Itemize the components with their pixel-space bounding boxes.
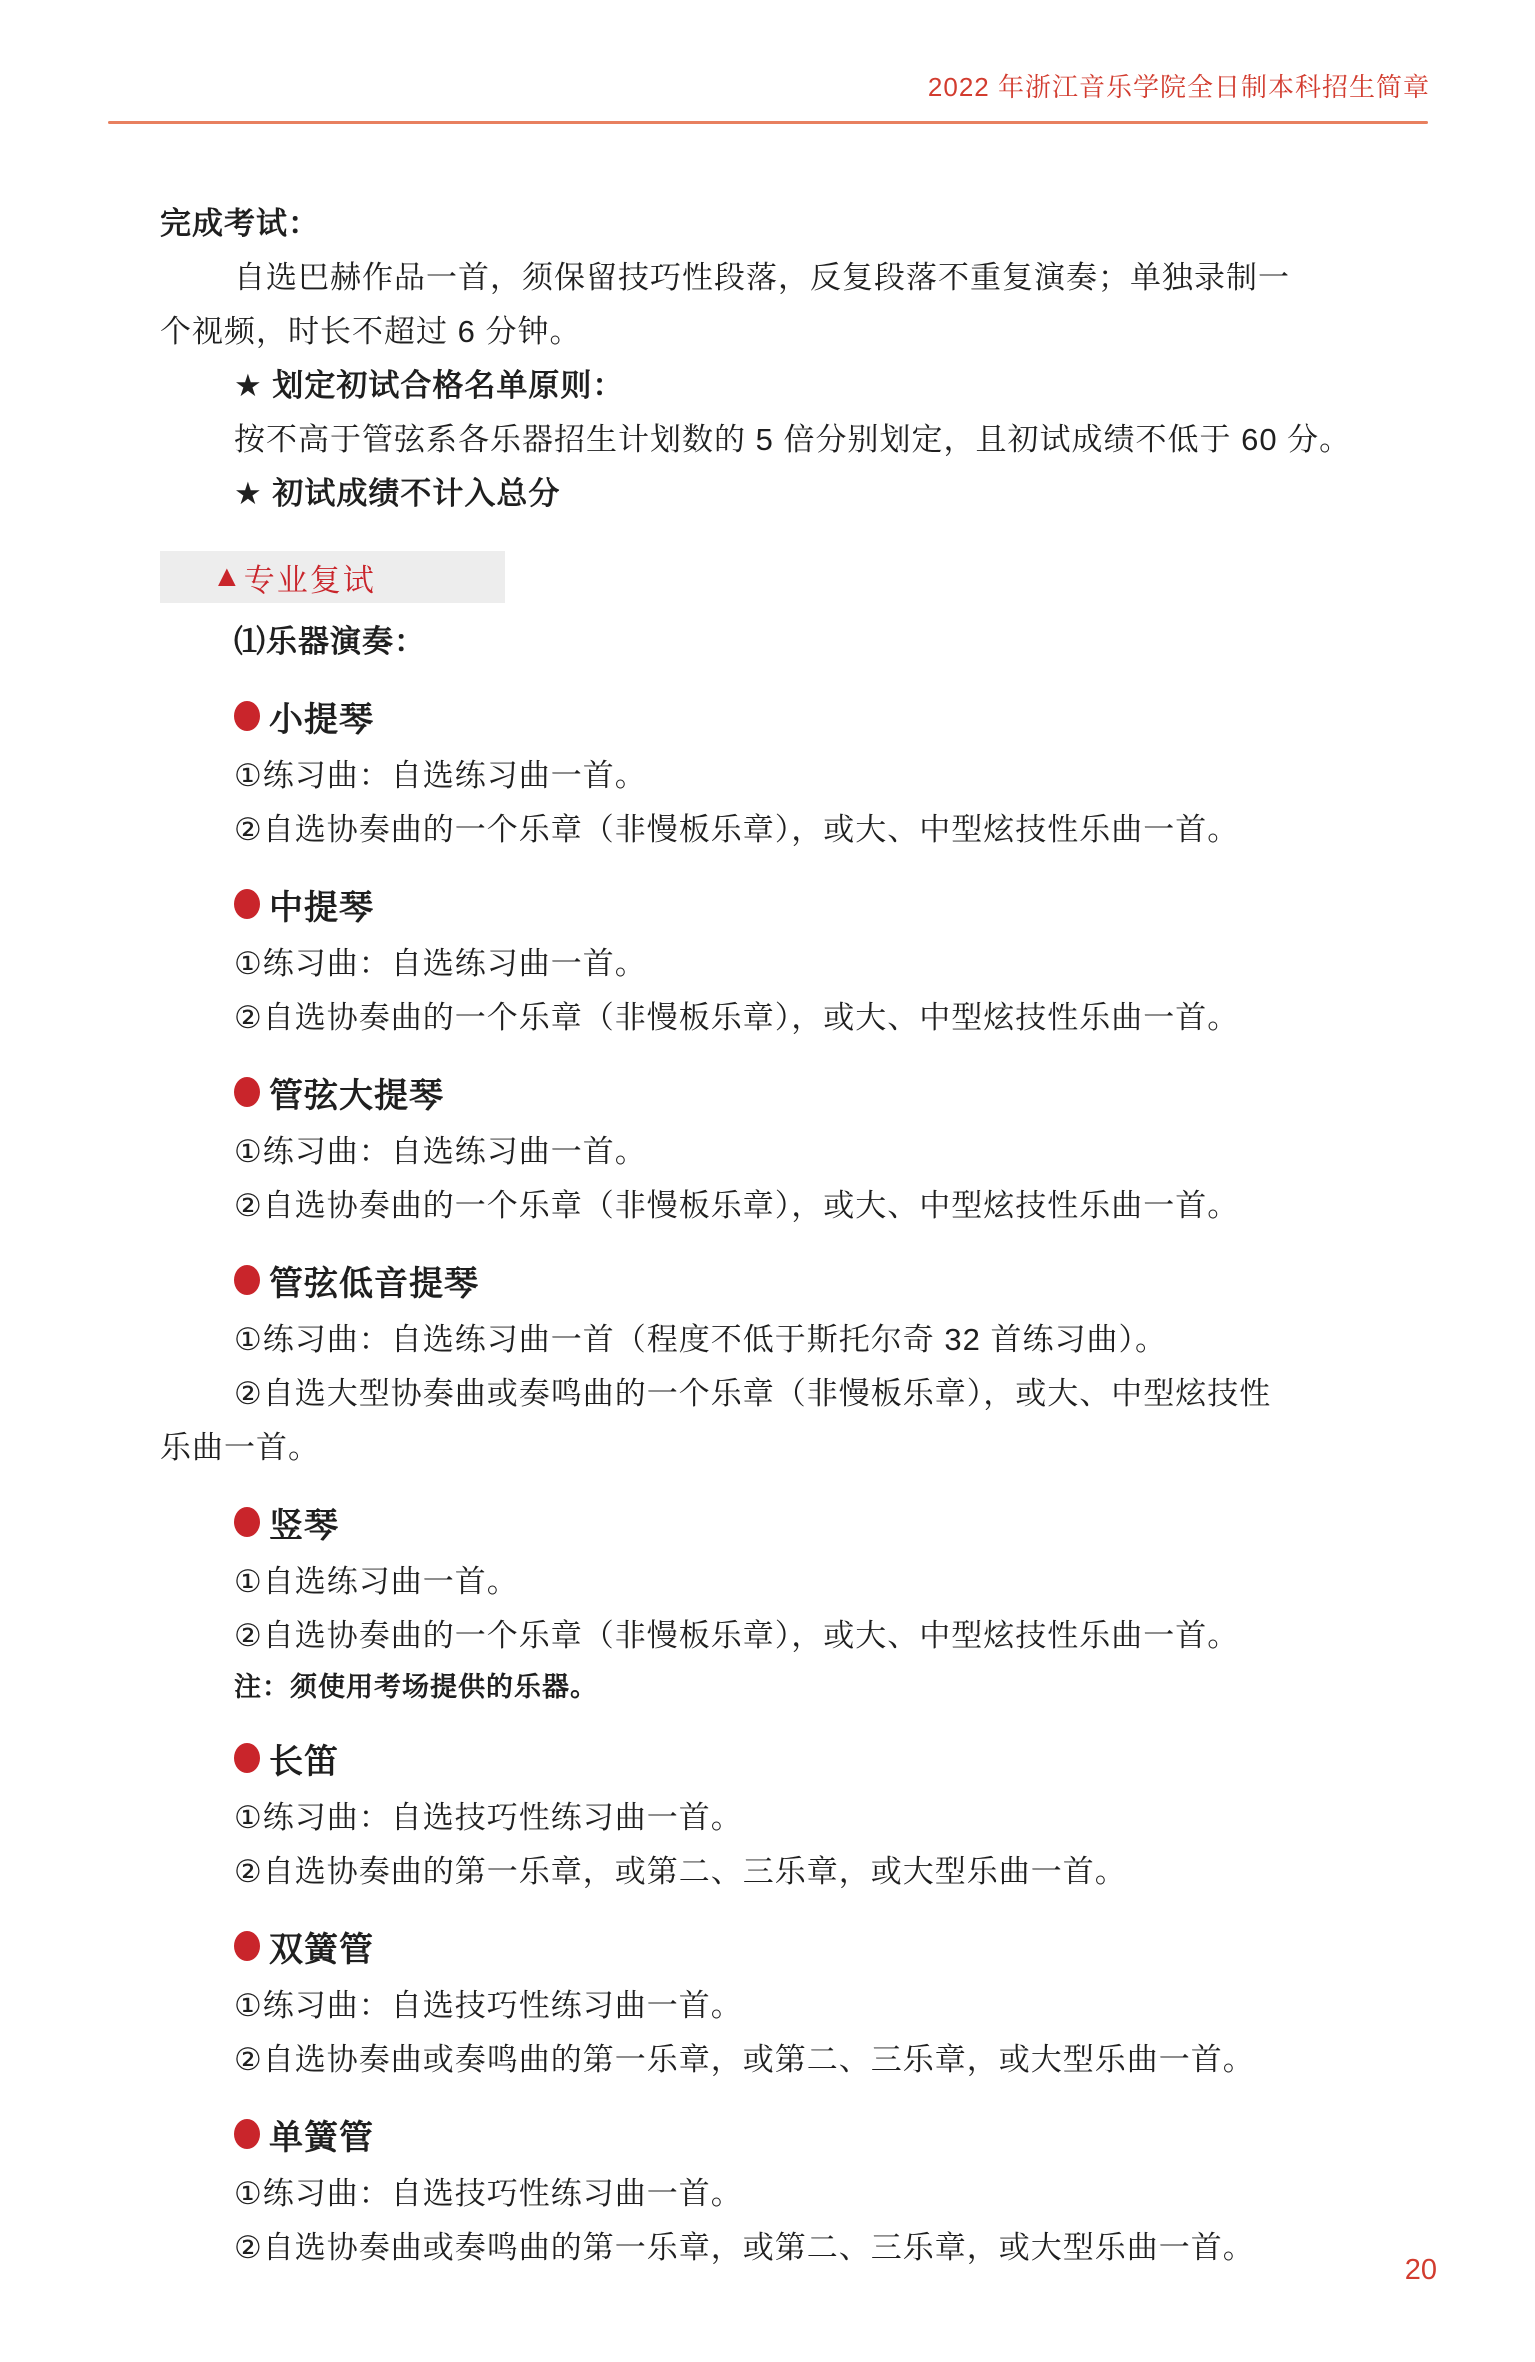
bullet-icon: [234, 1743, 260, 1773]
instrument-item: ②自选大型协奏曲或奏鸣曲的一个乐章（非慢板乐章），或大、中型炫技性: [234, 1376, 1272, 1411]
star-rule-heading: ★ 划定初试合格名单原则：: [234, 368, 625, 403]
bullet-icon: [234, 1931, 260, 1961]
page-content: [160, 197, 1432, 2275]
instrument-item: ①练习曲：自选技巧性练习曲一首。: [234, 1800, 743, 1835]
instrument-name: 中提琴: [269, 888, 374, 927]
complete-exam-heading: 完成考试：: [160, 206, 320, 241]
instrument-item: ②自选协奏曲的第一乐章，或第二、三乐章，或大型乐曲一首。: [234, 1854, 1127, 1889]
section-title: 专业复试: [243, 562, 376, 598]
star-rule-body: 按不高于管弦系各乐器招生计划数的 5 倍分别划定，且初试成绩不低于 60 分。: [234, 422, 1352, 457]
page-header-title: 2022 年浙江音乐学院全日制本科招生简章: [927, 72, 1430, 102]
triangle-icon: ▲: [212, 560, 242, 593]
instrument-item: ②自选协奏曲的一个乐章（非慢板乐章），或大、中型炫技性乐曲一首。: [234, 1618, 1240, 1653]
instrument-heading: [160, 1489, 1432, 1555]
instrument-item: ①练习曲：自选技巧性练习曲一首。: [234, 2176, 743, 2211]
bullet-icon: [234, 1507, 260, 1537]
bullet-icon: [234, 2119, 260, 2149]
instrument-heading: [160, 1247, 1432, 1313]
subsection-heading: ⑴乐器演奏：: [234, 624, 426, 659]
instrument-item: ①练习曲：自选练习曲一首（程度不低于斯托尔奇 32 首练习曲）。: [234, 1322, 1167, 1357]
instrument-item: ②自选协奏曲或奏鸣曲的第一乐章，或第二、三乐章，或大型乐曲一首。: [234, 2230, 1255, 2265]
instrument-name: 小提琴: [269, 700, 374, 739]
instrument-item: ①练习曲：自选练习曲一首。: [234, 946, 647, 981]
bullet-icon: [234, 701, 260, 731]
instrument-heading: [160, 683, 1432, 749]
instrument-item: ②自选协奏曲或奏鸣曲的第一乐章，或第二、三乐章，或大型乐曲一首。: [234, 2042, 1255, 2077]
instrument-item: ①练习曲：自选练习曲一首。: [234, 758, 647, 793]
section-title-box: [160, 551, 505, 603]
instrument-name: 竖琴: [269, 1506, 339, 1545]
bullet-icon: [234, 1265, 260, 1295]
intro-paragraph-line: 自选巴赫作品一首，须保留技巧性段落，反复段落不重复演奏；单独录制一: [234, 260, 1290, 295]
instrument-name: 长笛: [269, 1742, 339, 1781]
instrument-heading: [160, 1913, 1432, 1979]
instrument-item: ②自选协奏曲的一个乐章（非慢板乐章），或大、中型炫技性乐曲一首。: [234, 812, 1240, 847]
instrument-item: ①练习曲：自选练习曲一首。: [234, 1134, 647, 1169]
page-number: 20: [1404, 2254, 1437, 2286]
instrument-item: ①练习曲：自选技巧性练习曲一首。: [234, 1988, 743, 2023]
instrument-item-continuation: 乐曲一首。: [160, 1430, 320, 1465]
instrument-item: ①自选练习曲一首。: [234, 1564, 519, 1599]
instrument-note: 注：须使用考场提供的乐器。: [234, 1672, 598, 1702]
intro-paragraph-line: 个视频，时长不超过 6 分钟。: [160, 314, 582, 349]
bullet-icon: [234, 889, 260, 919]
instrument-item: ②自选协奏曲的一个乐章（非慢板乐章），或大、中型炫技性乐曲一首。: [234, 1000, 1240, 1035]
instrument-heading: [160, 871, 1432, 937]
instrument-name: 管弦大提琴: [269, 1076, 444, 1115]
header-rule: [108, 121, 1428, 124]
instrument-heading: [160, 2101, 1432, 2167]
instrument-heading: [160, 1725, 1432, 1791]
bullet-icon: [234, 1077, 260, 1107]
star-note: ★ 初试成绩不计入总分: [234, 476, 561, 511]
instrument-name: 单簧管: [269, 2118, 374, 2157]
instrument-name: 双簧管: [269, 1930, 374, 1969]
instrument-name: 管弦低音提琴: [269, 1264, 479, 1303]
instrument-item: ②自选协奏曲的一个乐章（非慢板乐章），或大、中型炫技性乐曲一首。: [234, 1188, 1240, 1223]
instrument-heading: [160, 1059, 1432, 1125]
